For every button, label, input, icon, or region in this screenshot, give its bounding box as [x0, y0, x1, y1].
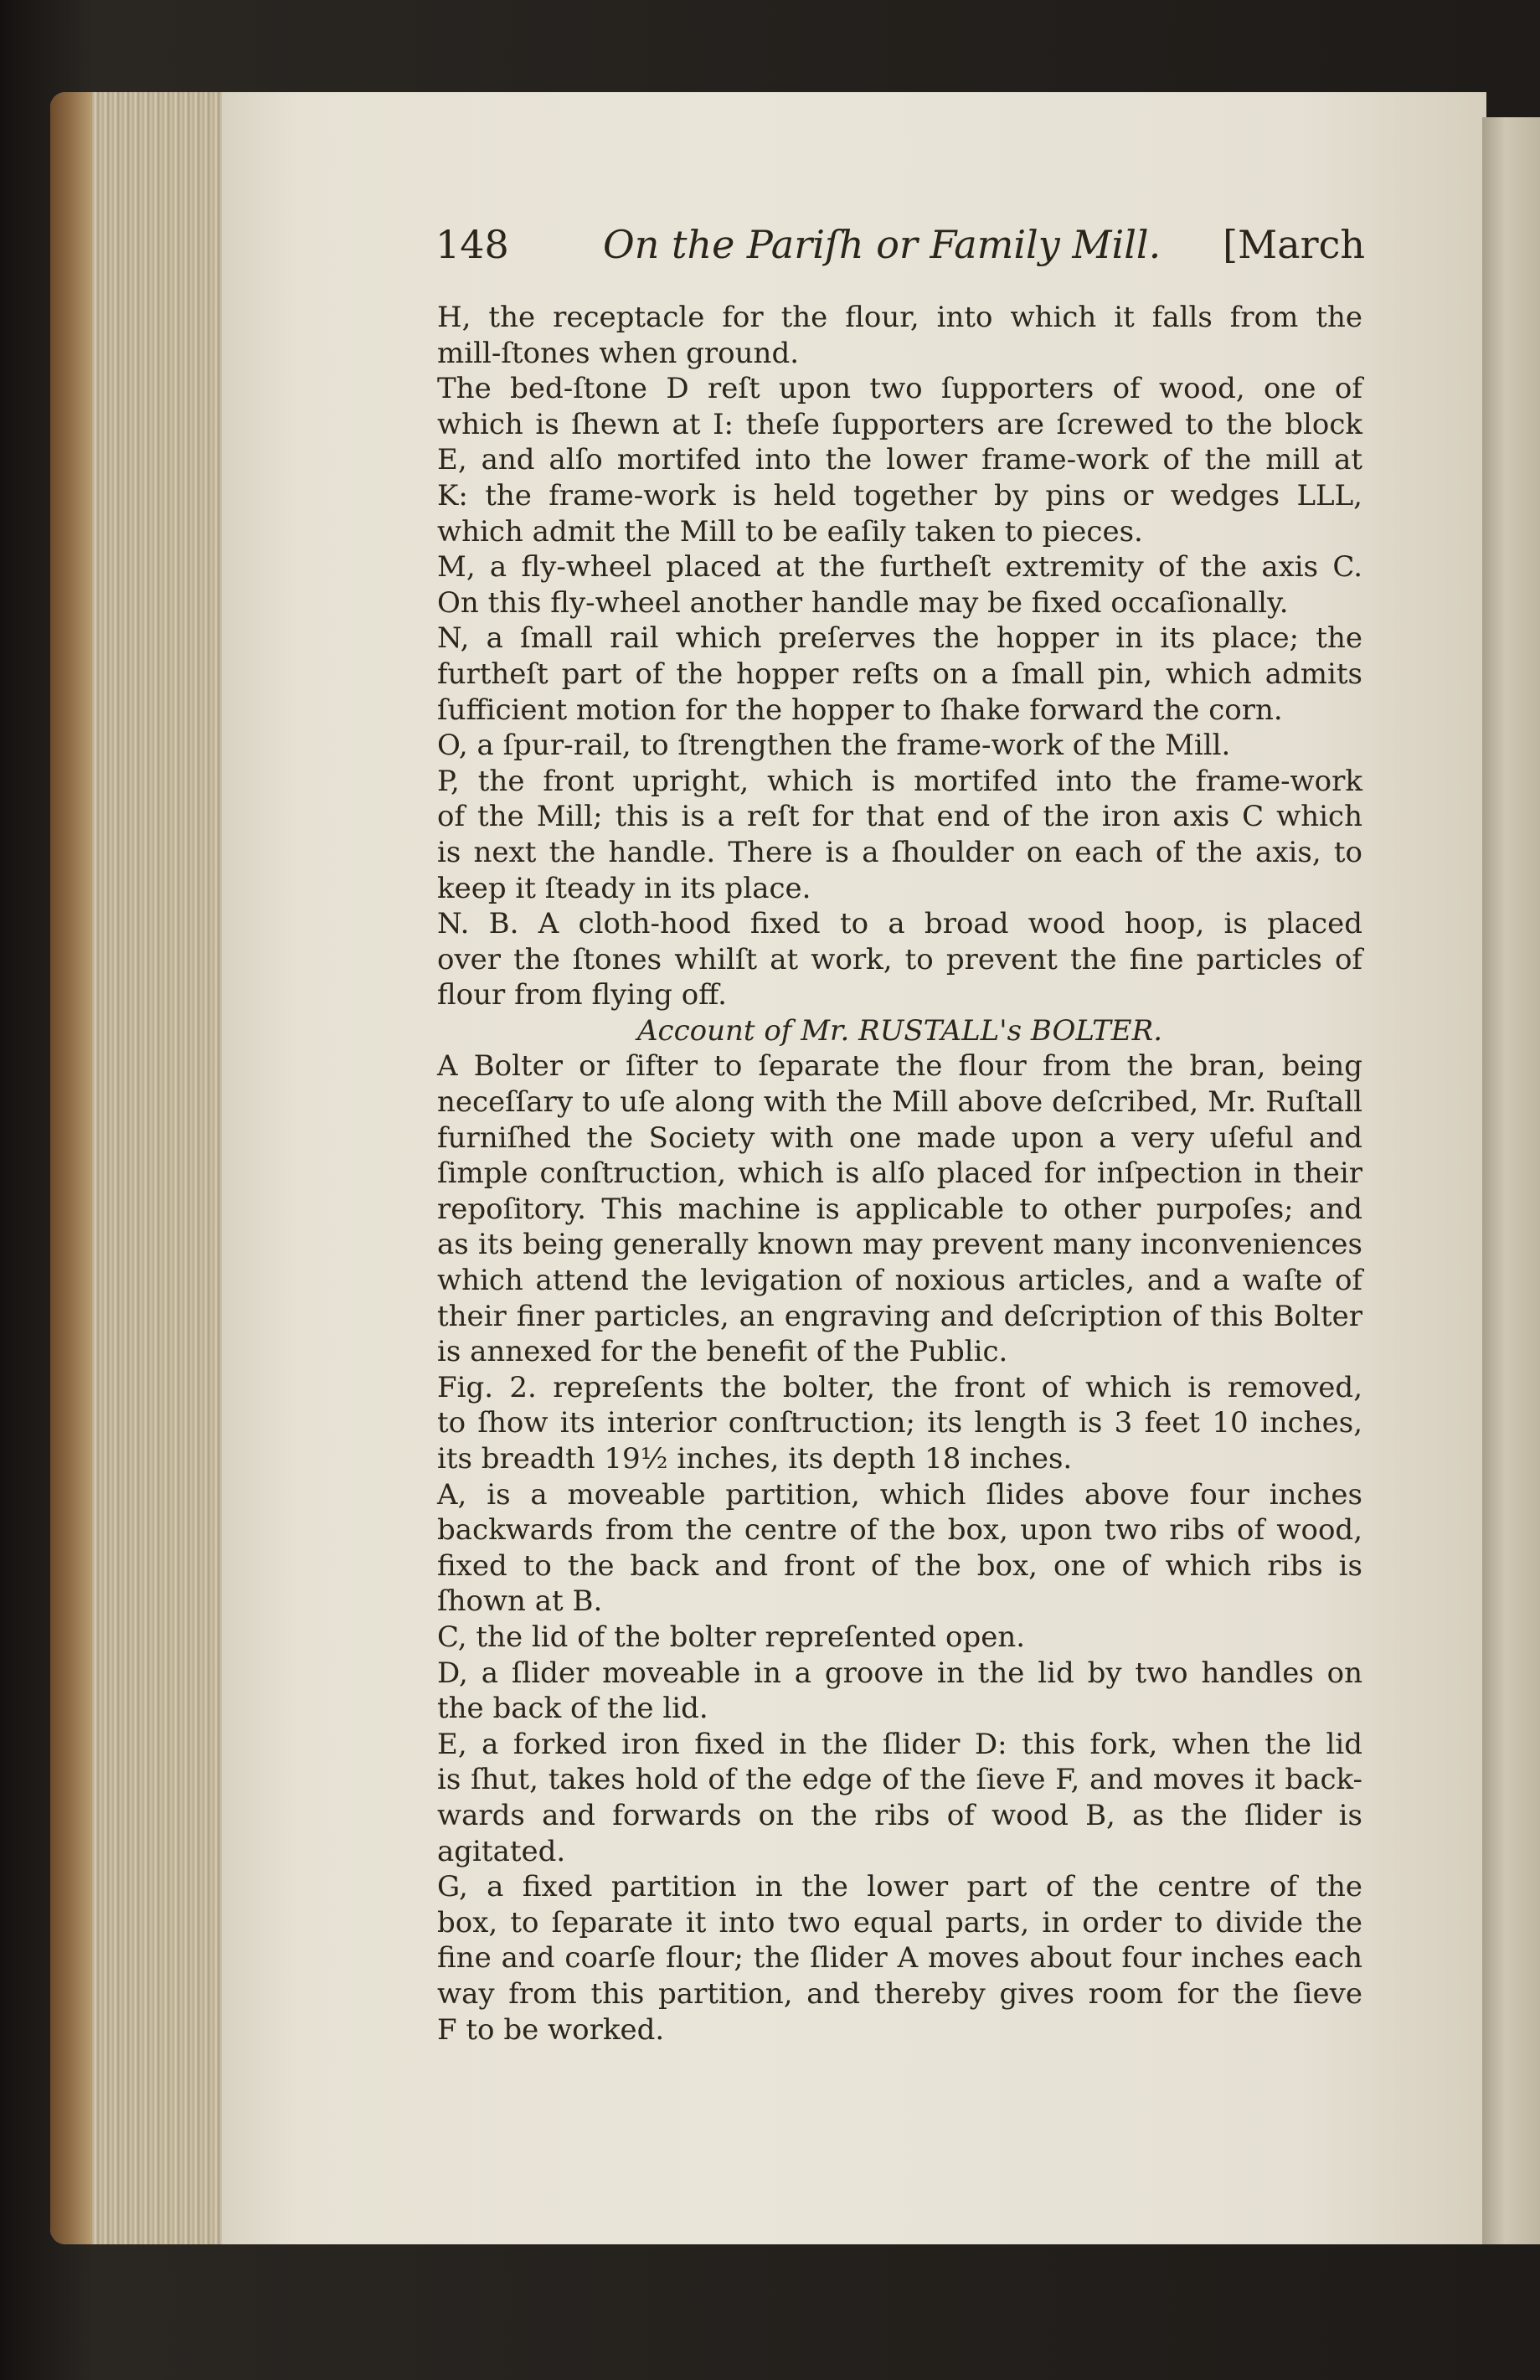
text-line: the back of the lid. — [437, 1692, 708, 1726]
body-text — [437, 300, 1362, 2048]
running-title: On the Pariſh or Family Mill. — [603, 222, 1161, 267]
text-line: D, a ſlider moveable in a groove in the lid by two handles on — [437, 1656, 1362, 1690]
text-line: to ſhow its interior conſtruction; its length is 3 feet 10 inches, — [437, 1406, 1362, 1440]
text-line: H, the receptacle for the flour, into which it falls from the — [437, 301, 1362, 334]
facing-page-edge — [1482, 117, 1540, 2244]
text-line: A Bolter or ſifter to ſeparate the flour from the bran, being — [437, 1049, 1362, 1084]
text-line: G, a fixed partition in the lower part of the centre of the — [437, 1870, 1362, 1904]
text-line: fixed to the back and front of the box, one of which ribs is — [437, 1548, 1362, 1583]
text-line: agitated. — [437, 1834, 566, 1868]
text-line: of the Mill; this is a reſt for that end of the iron axis C which — [437, 800, 1362, 834]
text-line: repoſitory. This machine is applicable to other purpoſes; and — [437, 1192, 1362, 1226]
section-heading: Account of Mr. RUSTALL's BOLTER. — [636, 1013, 1163, 1048]
text-line: ſufficient motion for the hopper to ſhake forward the corn. — [437, 693, 1283, 727]
text-line: which is ſhewn at I: theſe ſupporters are ſcrewed to the block — [437, 407, 1362, 441]
text-line: ſhown at B. — [437, 1584, 603, 1619]
text-line: way from this partition, and thereby gives room for the ſieve — [437, 1976, 1362, 2011]
text-line: E, and alſo mortifed into the lower frame-work of the mill at — [437, 443, 1362, 477]
text-line: backwards from the centre of the box, upon two ribs of wood, — [437, 1513, 1362, 1548]
text-line: The bed-ſtone D reſt upon two ſupporters of wood, one of — [437, 372, 1362, 406]
text-line: over the ſtones whilſt at work, to prevent the fine particles of — [437, 942, 1362, 976]
text-line: A, is a moveable partition, which ſlides above four inches — [437, 1477, 1362, 1512]
page-number: 148 — [435, 222, 509, 267]
text-line: as its being generally known may prevent many inconveniences — [437, 1228, 1362, 1262]
text-line: neceſſary to uſe along with the Mill above deſcribed, Mr. Ruſtall — [437, 1085, 1362, 1120]
text-line: F to be worked. — [437, 2012, 665, 2047]
page-header — [435, 222, 1365, 281]
text-line: O, a ſpur-rail, to ſtrengthen the frame-work of the Mill. — [437, 729, 1231, 763]
text-line: flour from flying off. — [437, 978, 727, 1012]
text-line: C, the lid of the bolter repreſented open. — [437, 1620, 1026, 1654]
text-line: wards and forwards on the ribs of wood B, as the ſlider is — [437, 1798, 1362, 1832]
text-line: keep it ſteady in its place. — [437, 871, 811, 905]
running-month: [March — [1223, 222, 1365, 267]
text-line: ſimple conſtruction, which is alſo placed for inſpection in their — [437, 1157, 1362, 1191]
text-line: is annexed for the benefit of the Public. — [437, 1335, 1008, 1369]
page-edge-stack — [50, 92, 226, 2244]
text-line: its breadth 19½ inches, its depth 18 inches. — [437, 1442, 1073, 1476]
text-line: P, the front upright, which is mortifed into the frame-work — [437, 764, 1362, 798]
text-line: which admit the Mill to be eaſily taken to pieces. — [437, 514, 1143, 549]
text-line: Fig. 2. repreſents the bolter, the front of which is removed, — [437, 1370, 1362, 1404]
text-line: K: the frame-work is held together by pins or wedges LLL, — [437, 478, 1362, 513]
text-line: mill-ſtones when ground. — [437, 336, 800, 370]
text-line: their finer particles, an engraving and deſcription of this Bolter — [437, 1299, 1362, 1333]
text-line: On this fly-wheel another handle may be fixed occaſionally. — [437, 585, 1289, 620]
text-line: M, a fly-wheel placed at the furtheſt extremity of the axis C. — [437, 550, 1362, 585]
text-line: fine and coarſe flour; the ſlider A moves about four inches each — [437, 1941, 1362, 1976]
text-line: is next the handle. There is a ſhoulder on each of the axis, to — [437, 835, 1362, 869]
text-line: is ſhut, takes hold of the edge of the ſieve F, and moves it back- — [437, 1763, 1362, 1797]
text-line: N. B. A cloth-hood fixed to a broad wood hoop, is placed — [437, 907, 1362, 941]
text-line: E, a forked iron fixed in the ſlider D: this fork, when the lid — [437, 1727, 1362, 1761]
text-line: box, to ſeparate it into two equal parts, in order to divide the — [437, 1905, 1362, 1940]
text-line: furniſhed the Society with one made upon a very uſeful and — [437, 1120, 1362, 1155]
text-line: N, a ſmall rail which preſerves the hopper in its place; the — [437, 621, 1362, 656]
text-line: furtheſt part of the hopper reſts on a ſmall pin, which admits — [437, 657, 1362, 691]
text-line: which attend the levigation of noxious articles, and a waſte of — [437, 1264, 1362, 1298]
